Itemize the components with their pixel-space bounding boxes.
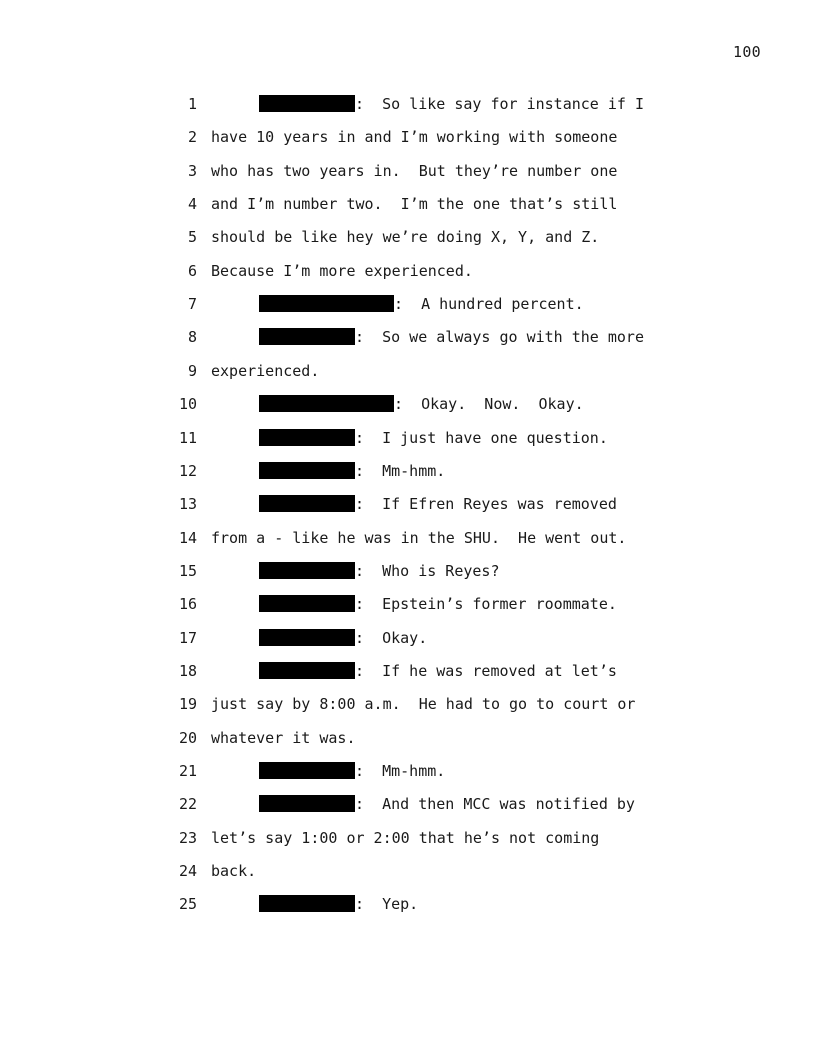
line-number: 2 [187, 128, 197, 146]
transcript-line [0, 259, 816, 283]
transcript-line [0, 359, 816, 383]
transcript-line [0, 159, 816, 183]
line-text: have 10 years in and I’m working with someone [211, 128, 618, 146]
line-number: 9 [187, 362, 197, 380]
speaker-turn [259, 792, 635, 816]
line-text: : Okay. Now. Okay. [394, 395, 584, 413]
transcript-line [0, 325, 816, 349]
line-text: : Epstein’s former roommate. [355, 595, 617, 613]
line-number: 5 [187, 228, 197, 246]
line-number: 14 [178, 529, 197, 547]
line-text: : I just have one question. [355, 429, 608, 447]
redacted-speaker-name [259, 328, 355, 345]
continuation-text [211, 359, 319, 383]
transcript-line [0, 659, 816, 683]
redacted-speaker-name [259, 562, 355, 579]
redacted-speaker-name [259, 629, 355, 646]
speaker-turn [259, 626, 427, 650]
transcript-line [0, 426, 816, 450]
transcript-line [0, 459, 816, 483]
line-number: 16 [178, 595, 197, 613]
redacted-speaker-name [259, 95, 355, 112]
transcript-line [0, 192, 816, 216]
line-number: 12 [178, 462, 197, 480]
speaker-turn [259, 392, 584, 416]
line-number: 6 [187, 262, 197, 280]
continuation-text [211, 192, 617, 216]
line-number: 8 [187, 328, 197, 346]
line-text: : If Efren Reyes was removed [355, 495, 617, 513]
redacted-speaker-name [259, 762, 355, 779]
redacted-speaker-name [259, 895, 355, 912]
speaker-turn [259, 492, 617, 516]
speaker-turn [259, 92, 644, 116]
transcript-line [0, 626, 816, 650]
transcript-line [0, 692, 816, 716]
line-text: and I’m number two. I’m the one that’s still [211, 195, 618, 213]
transcript-line [0, 225, 816, 249]
continuation-text [211, 526, 626, 550]
transcript-line [0, 826, 816, 850]
transcript-line [0, 892, 816, 916]
line-text: : If he was removed at let’s [355, 662, 617, 680]
line-number: 1 [187, 95, 197, 113]
line-text: : Yep. [355, 895, 419, 913]
continuation-text [211, 225, 599, 249]
continuation-text [211, 125, 617, 149]
transcript-line [0, 592, 816, 616]
transcript-line [0, 526, 816, 550]
transcript-line [0, 492, 816, 516]
line-number: 13 [178, 495, 197, 513]
continuation-text [211, 692, 635, 716]
line-text: just say by 8:00 a.m. He had to go to court or [211, 695, 636, 713]
line-text: whatever it was. [211, 729, 356, 747]
speaker-turn [259, 426, 608, 450]
transcript-line [0, 292, 816, 316]
line-text: who has two years in. But they’re number one [211, 162, 618, 180]
line-number: 17 [178, 629, 197, 647]
redacted-speaker-name [259, 495, 355, 512]
line-text: : Who is Reyes? [355, 562, 500, 580]
line-number: 24 [178, 862, 197, 880]
line-text: back. [211, 862, 257, 880]
speaker-turn [259, 592, 617, 616]
line-text: experienced. [211, 362, 320, 380]
line-number: 20 [178, 729, 197, 747]
line-text: : Okay. [355, 629, 428, 647]
speaker-turn [259, 325, 644, 349]
transcript-line [0, 759, 816, 783]
redacted-speaker-name [259, 462, 355, 479]
transcript-line [0, 92, 816, 116]
line-number: 7 [187, 295, 197, 313]
redacted-speaker-name [259, 395, 394, 412]
continuation-text [211, 859, 256, 883]
transcript-line [0, 125, 816, 149]
continuation-text [211, 159, 617, 183]
line-text: from a - like he was in the SHU. He went out. [211, 529, 627, 547]
line-text: : Mm-hmm. [355, 462, 446, 480]
speaker-turn [259, 892, 418, 916]
line-number: 4 [187, 195, 197, 213]
line-number: 3 [187, 162, 197, 180]
transcript-line [0, 559, 816, 583]
continuation-text [211, 259, 473, 283]
line-text: : A hundred percent. [394, 295, 584, 313]
transcript-line [0, 859, 816, 883]
redacted-speaker-name [259, 429, 355, 446]
line-text: let’s say 1:00 or 2:00 that he’s not coming [211, 829, 600, 847]
speaker-turn [259, 659, 617, 683]
line-number: 25 [178, 895, 197, 913]
line-number: 18 [178, 662, 197, 680]
transcript-line [0, 392, 816, 416]
redacted-speaker-name [259, 662, 355, 679]
speaker-turn [259, 292, 584, 316]
line-number: 19 [178, 695, 197, 713]
line-number: 15 [178, 562, 197, 580]
redacted-speaker-name [259, 595, 355, 612]
speaker-turn [259, 559, 500, 583]
continuation-text [211, 726, 356, 750]
line-text: : Mm-hmm. [355, 762, 446, 780]
line-number: 11 [178, 429, 197, 447]
continuation-text [211, 826, 599, 850]
line-number: 23 [178, 829, 197, 847]
speaker-turn [259, 459, 445, 483]
line-text: : So we always go with the more [355, 328, 644, 346]
line-number: 21 [178, 762, 197, 780]
redacted-speaker-name [259, 795, 355, 812]
line-text: should be like hey we’re doing X, Y, and Z. [211, 228, 600, 246]
line-text: : So like say for instance if I [355, 95, 644, 113]
speaker-turn [259, 759, 445, 783]
redacted-speaker-name [259, 295, 394, 312]
transcript-line [0, 726, 816, 750]
line-text: Because I’m more experienced. [211, 262, 473, 280]
transcript-line [0, 792, 816, 816]
line-number: 10 [178, 395, 197, 413]
line-number: 22 [178, 795, 197, 813]
line-text: : And then MCC was notified by [355, 795, 635, 813]
page-number: 100 [733, 43, 761, 61]
